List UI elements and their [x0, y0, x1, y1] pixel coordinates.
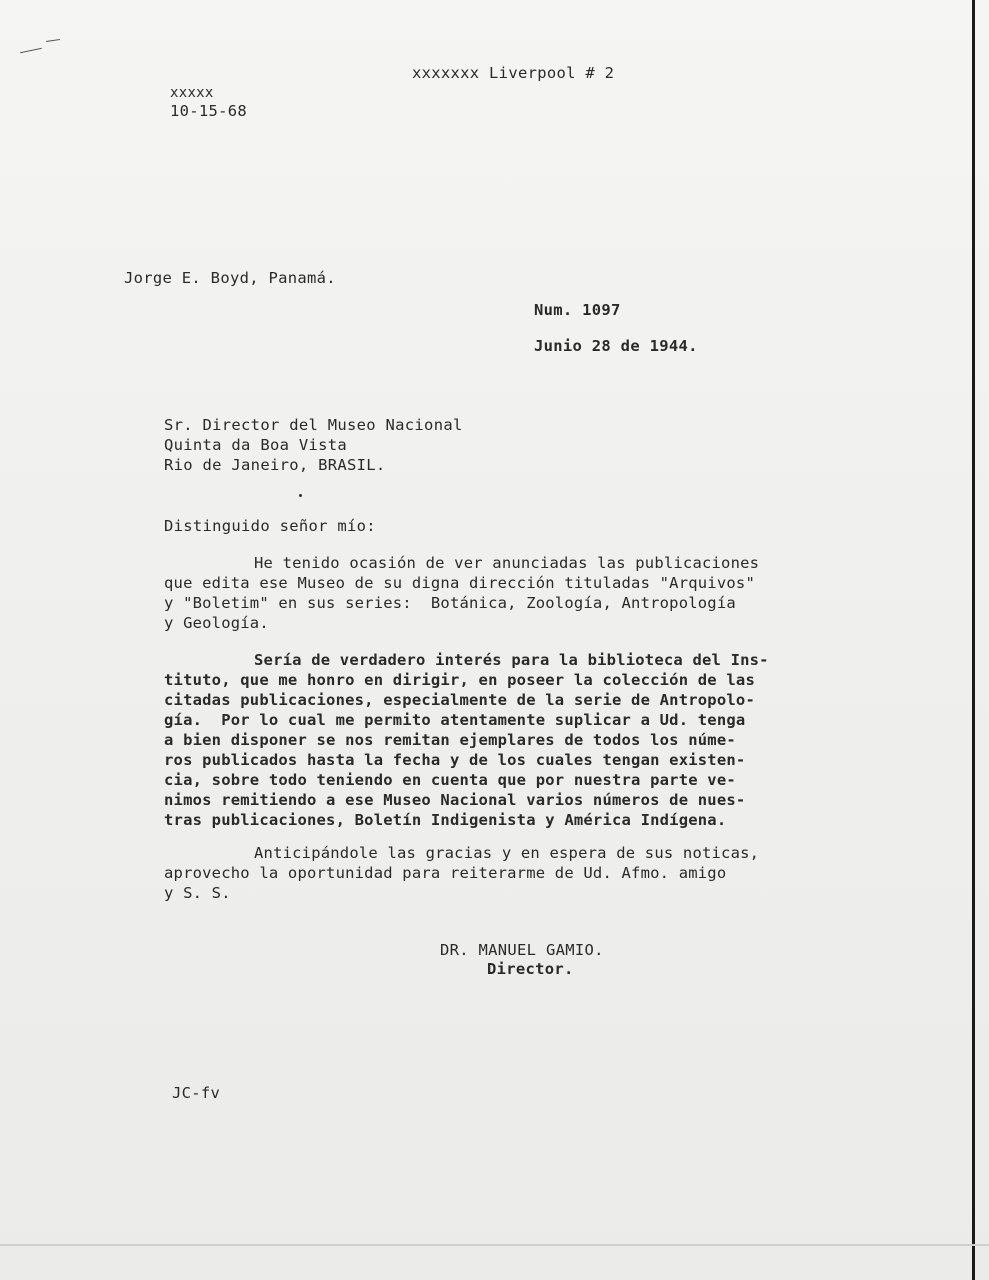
- paragraph-line: ros publicados hasta la fecha y de los cuales tengan existen-: [164, 751, 746, 769]
- paragraph-line: a bien disponer se nos remitan ejemplares de todos los núme-: [164, 731, 736, 749]
- letter-date: Junio 28 de 1944.: [534, 337, 698, 355]
- address-line-3: Rio de Janeiro, BRASIL.: [164, 456, 386, 474]
- paragraph-2: [164, 650, 769, 830]
- pencil-mark: [20, 48, 42, 54]
- address-line-2: Quinta da Boa Vista: [164, 436, 348, 454]
- page-bottom-edge: [0, 1244, 989, 1246]
- paragraph-line: tituto, que me honro en dirigir, en poseer la colección de las: [164, 671, 755, 689]
- paragraph-line: que edita ese Museo de su digna dirección tituladas "Arquivos": [164, 574, 755, 592]
- letter-number: Num. 1097: [534, 301, 621, 319]
- paragraph-line: He tenido ocasión de ver anunciadas las publicaciones: [254, 554, 760, 572]
- paragraph-line: y Geología.: [164, 614, 269, 632]
- paragraph-line: cia, sobre todo teniendo en cuenta que por nuestra parte ve-: [164, 771, 736, 789]
- paragraph-line: y S. S.: [164, 884, 231, 902]
- salutation: Distinguido señor mío:: [164, 517, 376, 535]
- paragraph-line: tras publicaciones, Boletín Indigenista y América Indígena.: [164, 811, 727, 829]
- file-code: xxxxx: [170, 85, 214, 101]
- filing-date: 10-15-68: [170, 102, 248, 120]
- paragraph-line: aprovecho la oportunidad para reiterarme de Ud. Afmo. amigo: [164, 864, 727, 882]
- paragraph-line: citadas publicaciones, especialmente de la serie de Antropolo-: [164, 691, 755, 709]
- file-reference: xxxxxxx Liverpool # 2: [412, 64, 615, 82]
- paragraph-1: [164, 553, 759, 633]
- page-edge-shadow: [972, 0, 975, 1280]
- paragraph-line: Anticipándole las gracias y en espera de sus noticas,: [254, 844, 760, 862]
- paragraph-line: nimos remitiendo a ese Museo Nacional varios números de nues-: [164, 791, 746, 809]
- paragraph-line: gía. Por lo cual me permito atentamente suplicar a Ud. tenga: [164, 711, 746, 729]
- ink-dot: [299, 494, 302, 497]
- recipient-note: Jorge E. Boyd, Panamá.: [124, 269, 336, 287]
- signature-title: Director.: [487, 960, 574, 978]
- paragraph-line: y "Boletim" en sus series: Botánica, Zoología, Antropología: [164, 594, 736, 612]
- paragraph-line: Sería de verdadero interés para la biblioteca del Ins-: [254, 651, 769, 669]
- address-line-1: Sr. Director del Museo Nacional: [164, 416, 463, 434]
- signature-name: DR. MANUEL GAMIO.: [440, 941, 604, 959]
- pencil-mark: [46, 39, 60, 42]
- typist-initials: JC-fv: [172, 1084, 221, 1102]
- paragraph-3: [164, 843, 759, 903]
